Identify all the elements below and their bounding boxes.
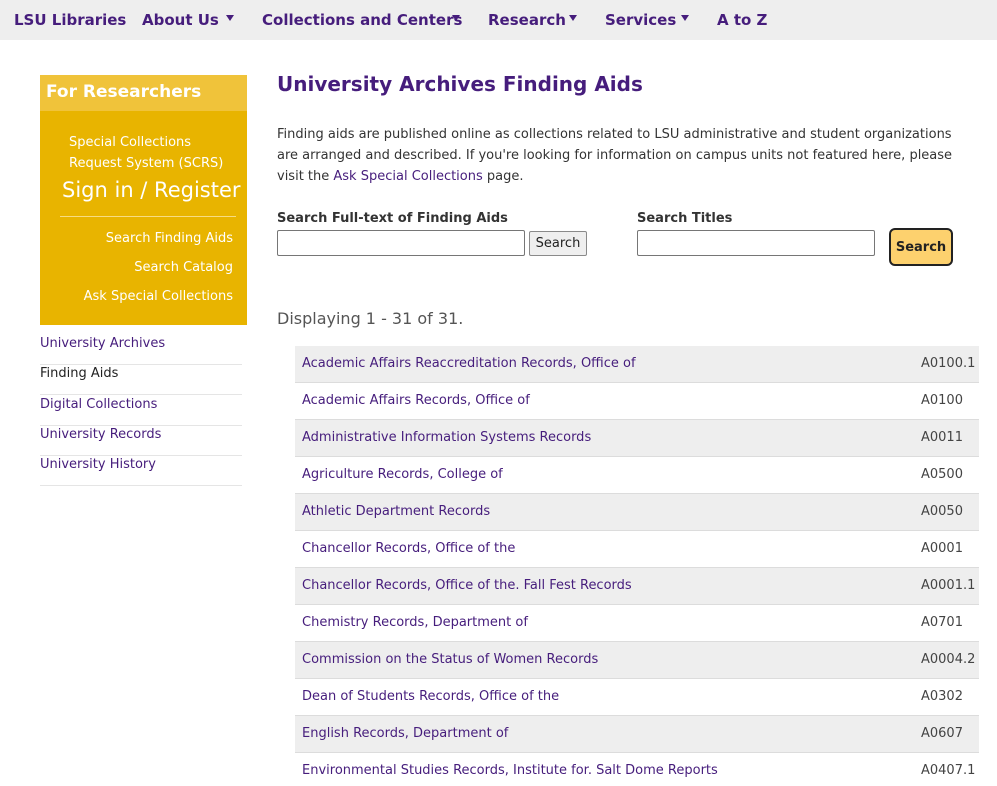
finding-aid-link[interactable]: Environmental Studies Records, Institute for. Salt Dome Reports [302,763,718,778]
sidebar-item-university-records[interactable]: University Records [40,426,242,456]
collection-id: A0100.1 [921,356,976,371]
scrs-label: Special Collections Request System (SCRS) [69,135,224,171]
chevron-down-icon [681,15,689,21]
collection-id: A0500 [921,467,963,482]
collection-id: A0302 [921,689,963,704]
nav-collections-and-centers[interactable]: Collections and Centers [262,11,463,29]
collection-id: A0407.1 [921,763,976,778]
sign-in-register-link[interactable]: Sign in / Register [62,178,241,202]
table-row [295,531,979,568]
table-row [295,346,979,383]
finding-aid-link[interactable]: Commission on the Status of Women Records [302,652,599,667]
sidebar-item-university-history[interactable]: University History [40,456,242,486]
chevron-down-icon [569,15,577,21]
researchers-box-title: For Researchers [46,82,202,102]
table-row [295,642,979,679]
finding-aid-link[interactable]: Academic Affairs Reaccreditation Records, Office of [302,356,636,371]
ask-special-collections-link[interactable]: Ask Special Collections [83,289,233,304]
collection-id: A0011 [921,430,963,445]
table-row [295,568,979,605]
finding-aid-link[interactable]: Chemistry Records, Department of [302,615,528,630]
collection-id: A0100 [921,393,963,408]
nav-a-to-z[interactable]: A to Z [717,11,768,29]
intro-paragraph: Finding aids are published online as collections related to LSU administrative and student organizations are arranged and described. If you're looking for information on campus units not featured here, please visit the Ask Special Collections page. [277,127,953,184]
chevron-down-icon [452,15,460,21]
table-row [295,679,979,716]
sidebar-item-finding-aids[interactable]: Finding Aids [40,365,242,395]
fulltext-search-label: Search Full-text of Finding Aids [277,211,508,226]
researchers-box [40,75,247,325]
table-row [295,753,979,786]
nav-lsu-libraries[interactable]: LSU Libraries [14,11,127,29]
collection-id: A0701 [921,615,963,630]
collection-id: A0607 [921,726,963,741]
top-navigation [0,0,997,40]
table-row [295,494,979,531]
finding-aid-link[interactable]: Chancellor Records, Office of the [302,541,516,556]
finding-aid-link[interactable]: Agriculture Records, College of [302,467,503,482]
table-row [295,383,979,420]
nav-about-us[interactable]: About Us [142,0,219,40]
sidebar-item-digital-collections[interactable]: Digital Collections [40,396,242,426]
finding-aid-link[interactable]: English Records, Department of [302,726,509,741]
finding-aid-link[interactable]: Administrative Information Systems Records [302,430,592,445]
nav-services[interactable]: Services [605,0,676,40]
search-finding-aids-link[interactable]: Search Finding Aids [105,231,233,246]
collection-id: A0001 [921,541,963,556]
divider [60,216,236,217]
finding-aid-link[interactable]: Chancellor Records, Office of the. Fall Fest Records [302,578,632,593]
sidebar-item-university-archives[interactable]: University Archives [40,335,242,365]
title-search-button[interactable]: Search [889,228,953,266]
finding-aid-link[interactable]: Dean of Students Records, Office of the [302,689,560,704]
title-search-label: Search Titles [637,211,733,226]
table-row [295,605,979,642]
results-list [295,346,979,786]
nav-research[interactable]: Research [488,0,566,40]
table-row [295,420,979,457]
search-catalog-link[interactable]: Search Catalog [134,260,233,275]
fulltext-search-input[interactable] [277,230,525,256]
fulltext-search-button[interactable]: Search [529,231,587,256]
finding-aid-link[interactable]: Athletic Department Records [302,504,491,519]
researchers-box-header [40,75,247,111]
ask-special-collections-inline-link[interactable]: Ask Special Collections [333,169,483,184]
chevron-down-icon [226,15,234,21]
page-title: University Archives Finding Aids [277,72,643,96]
results-count: Displaying 1 - 31 of 31. [277,309,464,328]
finding-aid-link[interactable]: Academic Affairs Records, Office of [302,393,530,408]
table-row [295,457,979,494]
collection-id: A0004.2 [921,652,976,667]
table-row [295,716,979,753]
collection-id: A0001.1 [921,578,976,593]
collection-id: A0050 [921,504,963,519]
title-search-input[interactable] [637,230,875,256]
